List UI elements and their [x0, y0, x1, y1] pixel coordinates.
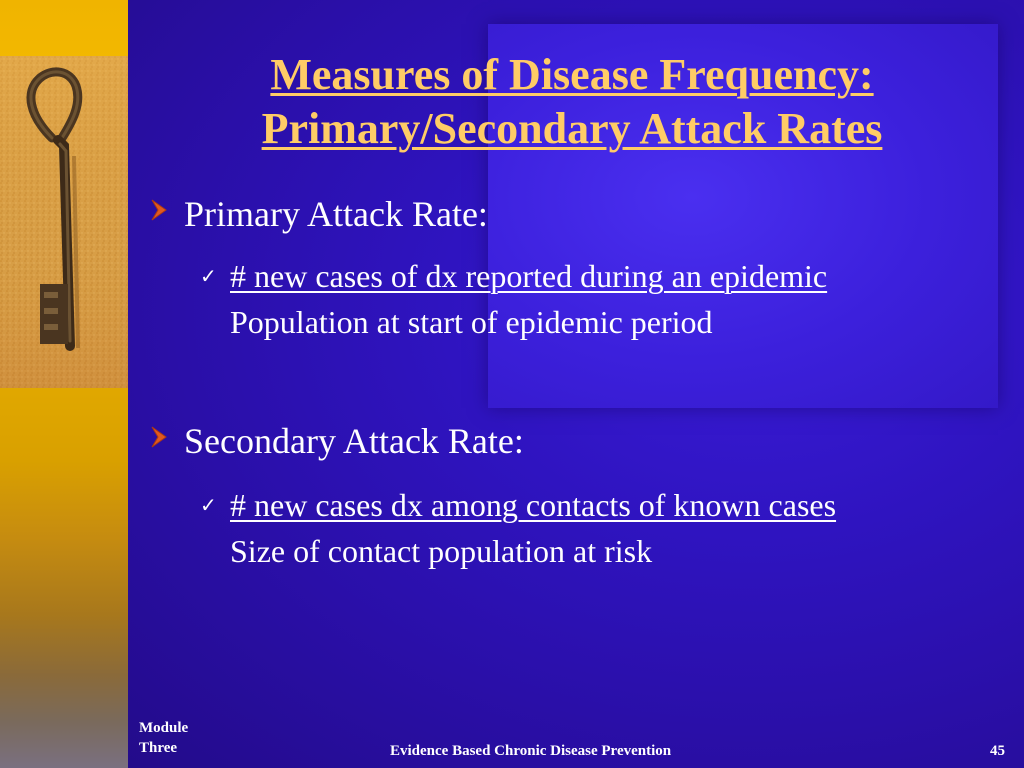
formula-numerator: # new cases dx among contacts of known cases	[230, 487, 837, 523]
formula-numerator: # new cases of dx reported during an epidemic	[230, 258, 828, 294]
footer-module	[139, 718, 188, 758]
bullet-secondary-attack-rate	[148, 420, 524, 462]
footer-module-line-2: Three	[139, 740, 178, 756]
antique-key-image	[0, 56, 128, 388]
bullet-heading: Secondary Attack Rate:	[184, 421, 524, 461]
arrow-bullet-icon	[148, 198, 174, 222]
title-line-2: Primary/Secondary Attack Rates	[261, 104, 883, 153]
bullet-heading: Primary Attack Rate:	[184, 194, 488, 234]
bullet-primary-attack-rate	[148, 193, 488, 235]
checkmark-icon: ✓	[200, 493, 217, 517]
footer-module-line-1: Module	[139, 720, 189, 736]
slide-number: 45	[990, 743, 1005, 759]
title-line-1: Measures of Disease Frequency:	[270, 50, 874, 99]
footer-course-title: Evidence Based Chronic Disease Prevention	[390, 743, 672, 759]
formula-denominator: Size of contact population at risk	[230, 533, 653, 569]
formula-denominator: Population at start of epidemic period	[230, 304, 713, 340]
arrow-bullet-icon	[148, 425, 174, 449]
slide-title	[148, 48, 996, 156]
checkmark-icon: ✓	[200, 264, 217, 288]
formula-primary-attack-rate	[200, 253, 827, 345]
formula-secondary-attack-rate	[200, 482, 836, 574]
